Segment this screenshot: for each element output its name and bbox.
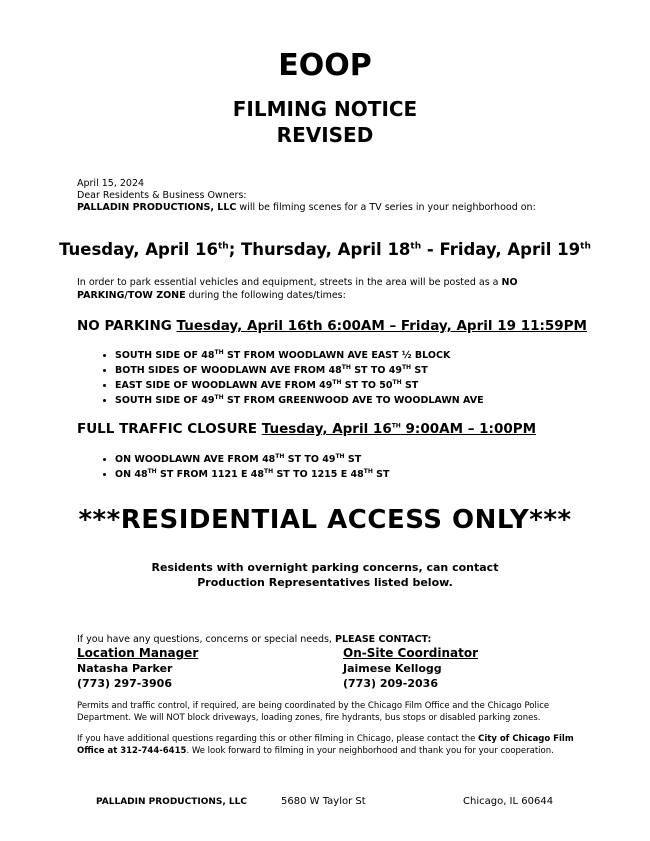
no-parking-label: NO PARKING	[77, 318, 177, 334]
subtitle-line-2: REVISED	[276, 123, 374, 147]
footer-city: Chicago, IL 60644	[463, 796, 554, 807]
parking-intro	[77, 276, 577, 302]
letter-intro-text: will be filming scenes for a TV series in your neighborhood on:	[236, 202, 536, 213]
contact-intro-text: If you have any questions, concerns or special needs,	[77, 634, 335, 645]
contact-intro	[77, 634, 431, 645]
list-item: • SOUTH SIDE OF 48TH ST FROM WOODLAWN AVE EAST ½ BLOCK	[115, 348, 484, 363]
parking-intro-text: In order to park essential vehicles and equipment, streets in the area will be posted as a	[77, 277, 502, 288]
list-item: • ON 48TH ST FROM 1121 E 48TH ST TO 1215 E 48TH ST	[115, 467, 390, 482]
residents-note-line-2: Production Representatives listed below.	[197, 576, 453, 589]
contact-role: On-Site Coordinator	[343, 646, 478, 660]
date-1-suffix: th	[217, 241, 229, 252]
footer-company: PALLADIN PRODUCTIONS, LLC	[96, 797, 247, 807]
notice-title: EOOP	[278, 48, 372, 83]
company-name: PALLADIN PRODUCTIONS, LLC	[77, 202, 237, 213]
date-3-suffix: th	[580, 241, 591, 252]
contact-role: Location Manager	[77, 646, 199, 660]
letter-opening	[77, 178, 597, 214]
traffic-closure-label: FULL TRAFFIC CLOSURE	[77, 421, 262, 437]
contact-phone: (773) 209-2036	[343, 677, 438, 690]
date-3: - Friday, April 19	[421, 240, 581, 259]
subtitle-line-1: FILMING NOTICE	[232, 97, 418, 121]
contact-phone: (773) 297-3906	[77, 677, 172, 690]
list-item: • SOUTH SIDE OF 49TH ST FROM GREENWOOD AVE TO WOODLAWN AVE	[115, 393, 484, 408]
filming-dates	[0, 240, 650, 259]
list-item: • BOTH SIDES OF WOODLAWN AVE FROM 48TH ST TO 49TH ST	[115, 363, 484, 378]
residents-note	[0, 560, 650, 590]
no-parking-list	[77, 348, 484, 408]
permits-paragraph: Permits and traffic control, if required, are being coordinated by the Chicago Film Office and the Chicago Police Department. We will NOT block driveways, loading zones, fire hydrants, bus stops or disabled parking zones.	[77, 701, 550, 723]
residents-note-line-1: Residents with overnight parking concerns, can contact	[151, 561, 499, 574]
date-2-suffix: th	[410, 241, 422, 252]
notice-subtitle	[0, 96, 650, 148]
location-manager-contact	[77, 646, 198, 691]
tow-zone-label: NO PARKING/TOW ZONE	[77, 277, 518, 301]
letter-date: April 15, 2024	[77, 178, 145, 189]
contact-name: Natasha Parker	[77, 662, 173, 675]
on-site-coordinator-contact	[343, 646, 478, 691]
traffic-closure-period: Tuesday, April 16TH 9:00AM – 1:00PM	[261, 421, 537, 437]
list-item: • ON WOODLAWN AVE FROM 48TH ST TO 49TH ST	[115, 452, 390, 467]
date-1: Tuesday, April 16	[59, 240, 218, 259]
no-parking-period: Tuesday, April 16th 6:00AM – Friday, April 19 11:59PM	[176, 318, 587, 334]
traffic-closure-heading	[77, 421, 536, 437]
footer-address: 5680 W Taylor St	[281, 796, 366, 807]
letter-intro	[77, 202, 597, 214]
letter-salutation: Dear Residents & Business Owners:	[77, 190, 247, 201]
questions-paragraph: If you have additional questions regarding this or other filming in Chicago, please contact the City of Chicago Film Office at 312-744-6415. We look forward to filming in your neighborhood and thank you for your cooperation.	[77, 734, 574, 756]
date-2: ; Thursday, April 18	[228, 240, 411, 259]
please-contact-label: PLEASE CONTACT:	[334, 634, 432, 645]
traffic-closure-list	[77, 452, 390, 482]
film-office-contact: City of Chicago Film Office at 312-744-6415	[77, 734, 574, 756]
contact-name: Jaimese Kellogg	[343, 662, 442, 675]
no-parking-heading	[77, 318, 587, 334]
residential-access-banner: ***RESIDENTIAL ACCESS ONLY***	[78, 505, 572, 535]
parking-intro-tail: during the following dates/times:	[185, 290, 346, 301]
list-item: • EAST SIDE OF WOODLAWN AVE FROM 49TH ST TO 50TH ST	[115, 378, 484, 393]
